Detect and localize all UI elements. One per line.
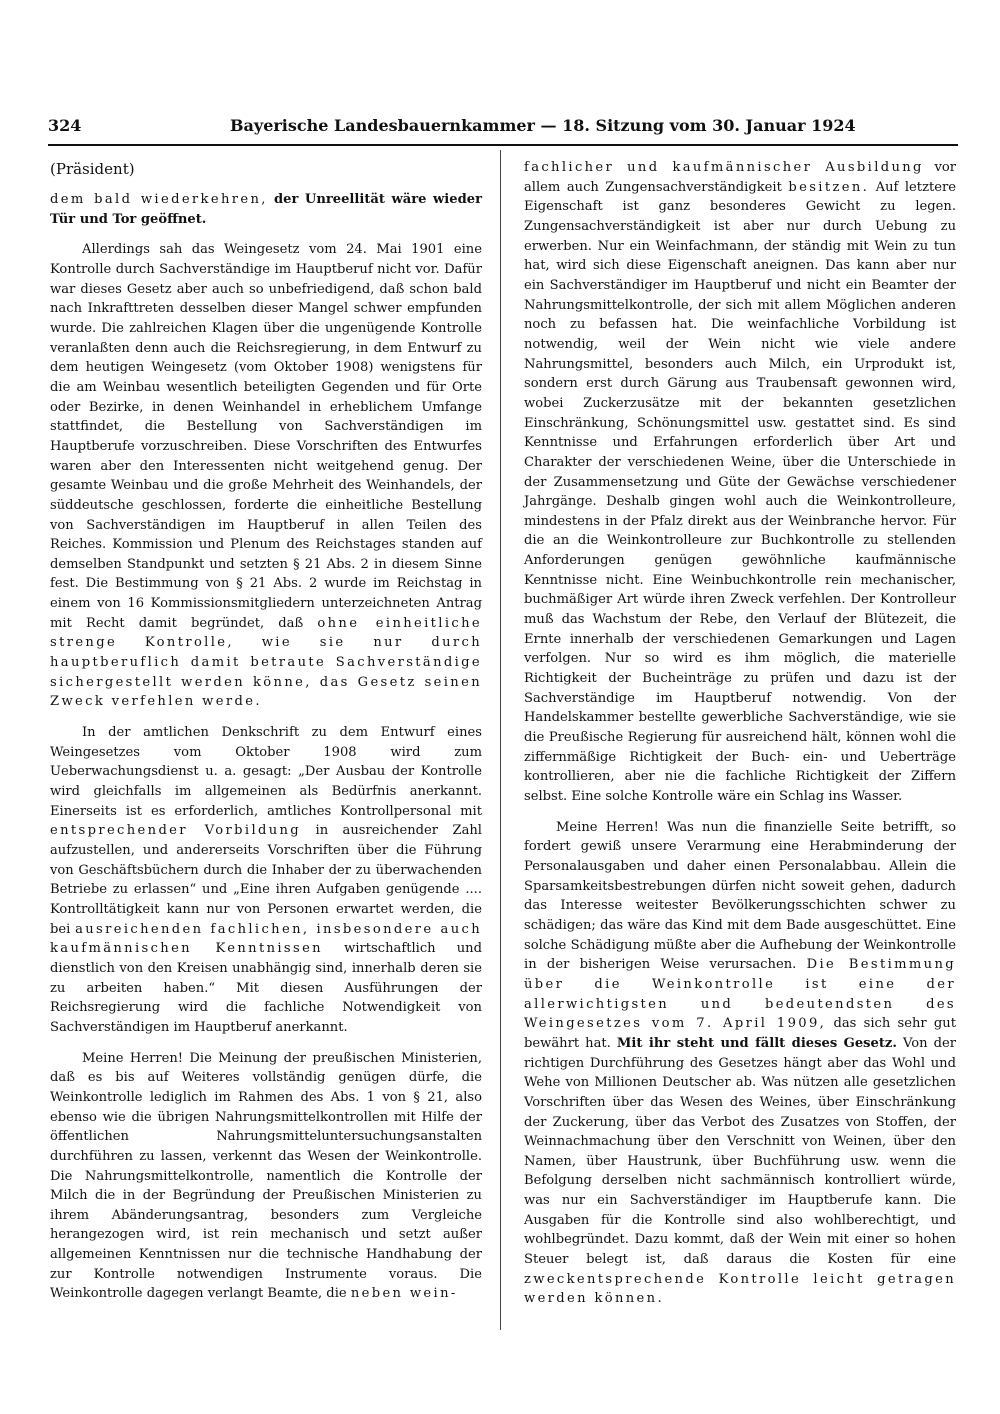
page-number: 324	[48, 116, 82, 135]
bold-emphasis: der Unreellität wäre wieder Tür und Tor geöffnet.	[50, 192, 482, 227]
left-column	[50, 158, 482, 1304]
speaker-label: (Präsident)	[50, 160, 135, 178]
right-paragraph-2	[524, 818, 956, 1309]
paragraph-text: Meine Herren! Die Meinung der preußischen Ministerien, daß es bis auf Weiteres vollständig genügen dürfe, die Weinkontrolle lediglich im Rahmen des Abs. 1 von § 21, also ebenso wie die übrigen Nahrungsmittelkontrollen mit Hilfe der öffentlichen Nahrungsmitteluntersuchungsanstalten durchführen zu lassen, verkennt das Wesen der Weinkontrolle. Die Nahrungsmittelkontrolle, namentlich die Kontrolle der Milch die in der Begründung der Preußischen Ministerien zu ihrem Abänderungsantrag, besonders zum Vergleiche herangezogen wird, ist rein mechanisch und setzt außer allgemeinen Kenntnissen nur die technische Handhabung der zur Kontrolle notwendigen Instrumente voraus. Die Weinkontrolle dagegen verlangt Beamte, die	[50, 1050, 482, 1302]
spaced-emphasis: neben wein-	[350, 1286, 458, 1302]
left-paragraph-2	[50, 240, 482, 712]
left-paragraph-1	[50, 190, 482, 229]
spaced-emphasis: Die Bestimmung über die Weinkontrolle ist eine der allerwichtigsten und bedeutendsten des Weingesetzes vom 7. April 1909,	[524, 957, 957, 1032]
paragraph-text: Von der richtigen Durchführung des Gesetzes hängt aber das Wohl und Wehe von Millionen Deutscher ab. Was nützen alle gesetzlichen Vorschriften über das Wesen des Weines, über Einschränkung der Zuckerung, über das Verbot des Zusatzes von Stoffen, der Weinnachmachung über den Verschnitt von Weinen, über den Namen, über Haustrunk, über Buchführung usw. wenn die Befolgung derselben nicht sachmännisch kontrolliert würde, was nur ein Sachverständiger im Hauptberufe kann. Die Ausgaben für die Kontrolle sind also wohlberechtigt, und wohlbegründet. Dazu kommt, daß der Wein mit einer so hohen Steuer belegt ist, daß daraus die Kosten für eine	[524, 1035, 956, 1268]
paragraph-text: wirtschaftlich und dienstlich von den Kreisen unabhängig sind, innerhalb deren sie zu arbeiten haben.“ Mit diesen Ausführungen der Reichsregierung wird die fachliche Notwendigkeit von Sachverständigen im Hauptberuf anerkannt.	[50, 941, 482, 1035]
paragraph-text: in ausreichender Zahl aufzustellen, und andererseits Vorschriften über die Führung von Geschäftsbüchern durch die Inhaber der zu überwachenden Betriebe zu erlassen“ und „Eine ihren Aufgaben genügende .... Kontrolltätigkeit kann nur von Personen erwartet werden, die bei	[50, 823, 482, 937]
paragraph-text: Meine Herren! Was nun die finanzielle Seite betrifft, so fordert gewiß unsere Verarmung eine Herabminderung der Personalausgaben und daher einen Personalabbau. Allein die Sparsamkeitsbestrebungen dürfen nicht soweit gehen, dadurch das Interesse weitester Bevölkerungsschichten schwer zu schädigen; das wäre das Kind mit dem Bade ausgeschüttet. Eine solche Schädigung müßte aber die Aufhebung der Weinkontrolle in der bisherigen Weise verursachen.	[524, 819, 956, 973]
bold-emphasis: Mit ihr steht und fällt dieses Gesetz.	[616, 1035, 897, 1051]
spaced-emphasis: zweckentsprechende Kontrolle leicht getragen werden können.	[524, 1271, 956, 1307]
running-header	[48, 116, 958, 142]
right-column	[524, 158, 956, 1309]
paragraph-text: das sich sehr gut bewährt hat.	[524, 1016, 956, 1051]
paragraph-text: Allerdings sah das Weingesetz vom 24. Mai 1901 eine Kontrolle durch Sachverständige im Hauptberuf nicht vor. Dafür war dieses Gesetz aber auch so unbefriedigend, daß schon bald nach Inkrafttreten desselben dieser Mangel schwer empfunden wurde. Die zahlreichen Klagen über die ungenügende Kontrolle veranlaßten denn auch die Reichsregierung, in dem Entwurf zu dem heutigen Weingesetz (vom Oktober 1908) wenigstens für die am Weinbau wesentlich beteiligten Gegenden und für Orte oder Bezirke, in denen Weinhandel in erheblichem Umfange stattfindet, die Bestellung von Sachverständigen im Hauptberufe vorzuschreiben. Diese Vorschriften des Entwurfes waren aber den Interessenten nicht weitgehend genug. Der gesamte Weinbau und die große Mehrheit des Weinhandels, der süddeutsche geschlossen, forderte die einheitliche Bestellung von Sachverständigen im Hauptberuf in allen Teilen des Reiches. Kommission und Plenum des Reichstages standen auf demselben Standpunkt und setzten § 21 Abs. 2 in diesem Sinne fest. Die Bestimmung von § 21 Abs. 2 wurde im Reichstag in einem von 16 Kommissionsmitgliedern unterzeichneten Antrag mit Recht damit begründet, daß	[50, 242, 482, 631]
right-paragraph-1	[524, 158, 956, 807]
paragraph-text: Auf letztere Eigenschaft ist ganz besonderes Gewicht zu legen. Zungensachverständigkeit ist aber nur durch Uebung zu erwerben. Nur ein Weinfachmann, der ständig mit Wein zu tun hat, wird sich diese Eigenschaft aneignen. Das kann aber nur ein Sachverständiger im Hauptberuf und nicht ein Beamter der Nahrungsmittelkontrolle, der sich mit allem Möglichen anderen noch zu befassen hat. Die weinfachliche Vorbildung ist notwendig, weil der Wein nicht wie viele andere Nahrungsmittel, besonders auch Milch, ein Urprodukt ist, sondern erst durch Gärung aus Traubensaft gewonnen wird, wobei Zuckerzusätze mit der bekannten gesetzlichen Einschränkung, Schönungsmittel usw. gestattet sind. Es sind Kenntnisse und Erfahrungen erforderlich über Art und Charakter der verschiedenen Weine, über die Unterschiede in der Zusammensetzung und Güte der Gewächse verschiedener Jahrgänge. Deshalb gingen wohl auch die Weinkontrolleure, mindestens in der Pfalz direkt aus der Weinbranche hervor. Für die an die Weinkontrolleure zur Buchkontrolle zu stellenden Anforderungen genügen gewöhnliche kaufmännische Kenntnisse nicht. Eine Weinbuchkontrolle rein mechanischer, buchmäßiger Art würde ihren Zweck verfehlen. Der Kontrolleur muß das Wachstum der Rebe, den Verlauf der Blütezeit, die Ernte innerhalb der verschiedenen Gemarkungen und Lagen verfolgen. Nur so wird es ihm möglich, die materielle Richtigkeit der Bucheinträge zu prüfen und dazu ist der Sachverständige im Hauptberuf notwendig. Von der Handelskammer bestellte gewerbliche Sachverständige, wie sie die Preußische Regierung für ausreichend hält, können wohl die ziffernmäßige Richtigkeit der Buch- ein- und Ueberträge kontrollieren, aber nie die fachliche Richtigkeit der Ziffern selbst. Eine solche Kontrolle wäre ein Schlag ins Wasser.	[524, 179, 956, 804]
header-rule	[48, 144, 958, 146]
paragraph-text: In der amtlichen Denkschrift zu dem Entwurf eines Weingesetzes vom Oktober 1908 wird zum Ueberwachungsdienst u. a. gesagt: „Der Ausbau der Kontrolle wird gleichfalls im allgemeinen als Bedürfnis anerkannt. Einerseits ist es erforderlich, amtliches Kontrollpersonal mit	[50, 725, 482, 819]
spaced-emphasis: besitzen.	[788, 179, 870, 195]
spaced-emphasis: entsprechender Vorbildung	[50, 823, 302, 839]
left-paragraph-4	[50, 1049, 482, 1305]
spaced-emphasis: ausreichenden fachlichen, insbesondere auch kaufmännischen Kenntnissen	[50, 921, 482, 957]
header-title: Bayerische Landesbauernkammer — 18. Sitzung vom 30. Januar 1924	[230, 116, 856, 135]
paragraph-text: vor allem auch Zungensachverständigkeit	[524, 160, 956, 195]
spaced-emphasis: dem bald wiederkehren,	[50, 192, 268, 207]
column-divider	[500, 150, 501, 1330]
spaced-emphasis: ohne einheitliche strenge Kontrolle, wie sie nur durch hauptberuflich damit betraute Sachverständige sichergestellt werden könne, das Gesetz seinen Zweck verfehlen werde.	[50, 615, 482, 710]
spaced-emphasis: fachlicher und kaufmännischer Ausbildung	[524, 160, 924, 175]
left-paragraph-3	[50, 723, 482, 1038]
